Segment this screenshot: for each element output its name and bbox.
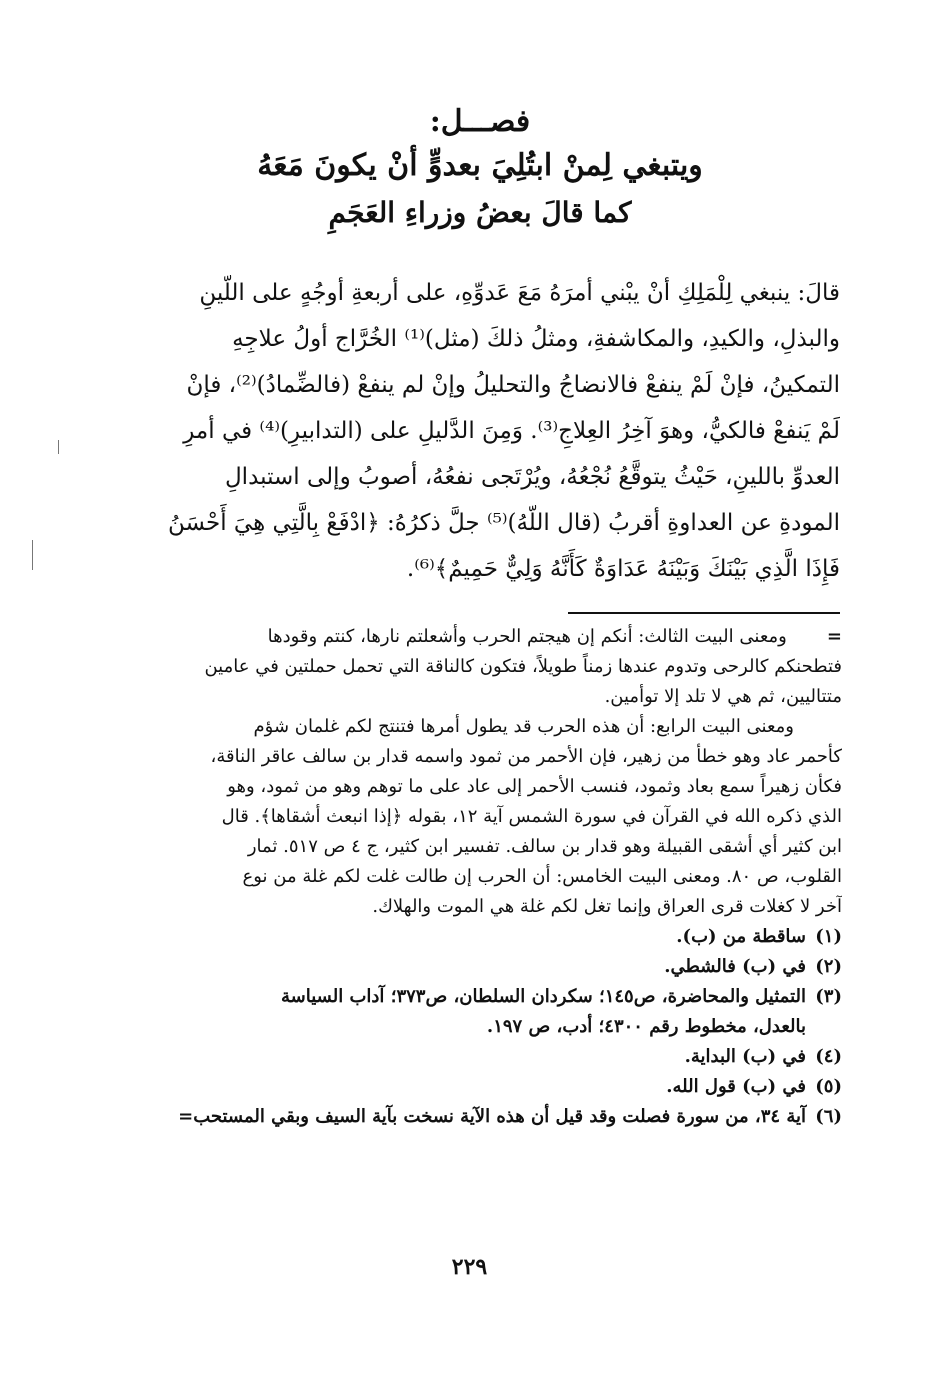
page-number: ٢٢٩: [451, 1254, 488, 1280]
footnote-divider: [568, 612, 840, 614]
note-line: فكأن زهيراً سمع بعاد وثمود، فنسب الأحمر إلى عاد على ما توهم وهو من ثمود، وهو: [227, 776, 842, 797]
note-line: كأحمر عاد وهو خطأ من زهير، فإن الأحمر من ثمود واسمه قدار بن سالف عاقر الناقة،: [210, 746, 842, 767]
main-paragraph: [125, 270, 840, 592]
note-line: فتطحنكم كالرحى وتدوم عندها زمناً طويلاً، فتكون كالناقة التي تحمل حملتين في عامين: [204, 656, 842, 677]
body-line: فَإِذَا الَّذِي بَيْنَكَ وَبَيْنَهُ عَدَاوَةٌ كَأَنَّهُ وَلِيٌّ حَمِيمٌ﴾⁽⁶⁾.: [406, 556, 840, 582]
note-line: متتاليين، ثم هي لا تلد إلا توأمين.: [604, 686, 842, 707]
footnote-text: في (ب) فالشطي.: [664, 956, 806, 977]
section-heading: فصـــل:: [429, 104, 531, 139]
footnote-number: (٥): [815, 1076, 842, 1097]
footnote-number: (٣): [815, 986, 842, 1007]
note-line: ابن كثير أي أشقى القبيلة وهو قدار بن سالف. تفسير ابن كثير، ج ٤ ص ٥١٧. ثمار: [247, 836, 842, 857]
footnote-number: (٢): [815, 956, 842, 977]
footnote-4: [130, 1042, 842, 1072]
body-line: المودةِ عن العداوةِ أقربُ (قال اللّهُ)⁽⁵⁾ جلَّ ذكرُهُ: ﴿ادْفَعْ بِالَّتِي هِيَ أَحْسَنُ: [167, 510, 840, 536]
footnote-text: في (ب) البداية.: [684, 1046, 806, 1067]
note-line: الذي ذكره الله في القرآن في سورة الشمس آية ١٢، بقوله ﴿إذا انبعث أشقاها﴾. قال: [221, 806, 842, 827]
body-line: العدوِّ باللينِ، حَيْثُ يتوقَّعُ نُجْعُهُ، ويُرْتَجى نفعُهُ، أصوبُ وإلى استبدالِ: [224, 464, 840, 490]
body-line: لَمْ يَنفعْ فالكيُّ، وهوَ آخِرُ العِلاجِ⁽³⁾. وَمِنَ الدَّليلِ على (التدابيرِ)⁽⁴⁾ في أمرِ: [183, 418, 840, 444]
footnote-text: التمثيل والمحاضرة، ص١٤٥؛ سكردان السلطان، ص٣٧٣؛ آداب السياسة: [281, 986, 806, 1007]
footnote-number: (٦): [815, 1106, 842, 1127]
footnote-number: (١): [815, 926, 842, 947]
section-title-line-2: كما قالَ بعضُ وزراءِ العَجَمِ: [328, 196, 632, 229]
footnote-number: (٤): [815, 1046, 842, 1067]
footnote-3-continued: [130, 1012, 842, 1042]
note-line: القلوب، ص ٨٠. ومعنى البيت الخامس: أن الحرب إن طالت غلت لكم غلة من نوع: [242, 866, 842, 887]
note-text: ومعنى البيت الثالث: أنكم إن هيجتم الحرب وأشعلتم نارها، كنتم وقودها: [267, 626, 787, 647]
note-line: آخر لا كغلات قرى العراق وإنما تغل لكم غلة هي الموت والهلاك.: [372, 896, 842, 917]
footnote-text: ساقطة من (ب).: [676, 926, 806, 947]
body-line: والبذلِ، والكيدِ، والمكاشفةِ، ومثلُ ذلكَ (مثل)⁽¹⁾ الخُرَّاج أولُ علاجِهِ: [232, 326, 840, 352]
continuation-marker: =: [826, 626, 842, 647]
footnote-5: [130, 1072, 842, 1102]
footnote-2: [130, 952, 842, 982]
footnote-text: في (ب) قول الله.: [666, 1076, 806, 1097]
footnote-text: آية ٣٤، من سورة فصلت وقد قيل أن هذه الآية نسخت بآية السيف وبقي المستحب=: [178, 1106, 806, 1127]
footnote-1: [130, 922, 842, 952]
scan-artifact: [32, 540, 33, 570]
note-line: ومعنى البيت الرابع: أن هذه الحرب قد يطول أمرها فتنتج لكم غلمان شؤم: [253, 716, 794, 737]
footnotes-section: [130, 622, 842, 1132]
footnote-3: [130, 982, 842, 1012]
section-title-line-1: ويتبغي لِمنْ ابتُلِيَ بعدوٍّ أنْ يكونَ مَعَهُ: [257, 148, 703, 183]
scan-artifact: [58, 440, 59, 454]
body-line: قالَ: ينبغي لِلْمَلِكِ أنْ يبْني أمرَهُ مَعَ عَدوِّهِ، على أربعةِ أوجُهٍ على اللّينِ: [199, 280, 840, 306]
body-line: التمكينُ، فإنْ لَمْ ينفعْ فالانضاجُ والتحليلُ وإنْ لم ينفعْ (فالضِّمادُ)⁽²⁾، فإنْ: [186, 372, 840, 398]
note-line: [130, 622, 842, 652]
footnote-text: بالعدل، مخطوط رقم ٤٣٠٠؛ أدب، ص ١٩٧.: [486, 1016, 806, 1037]
footnote-6: [130, 1102, 842, 1132]
